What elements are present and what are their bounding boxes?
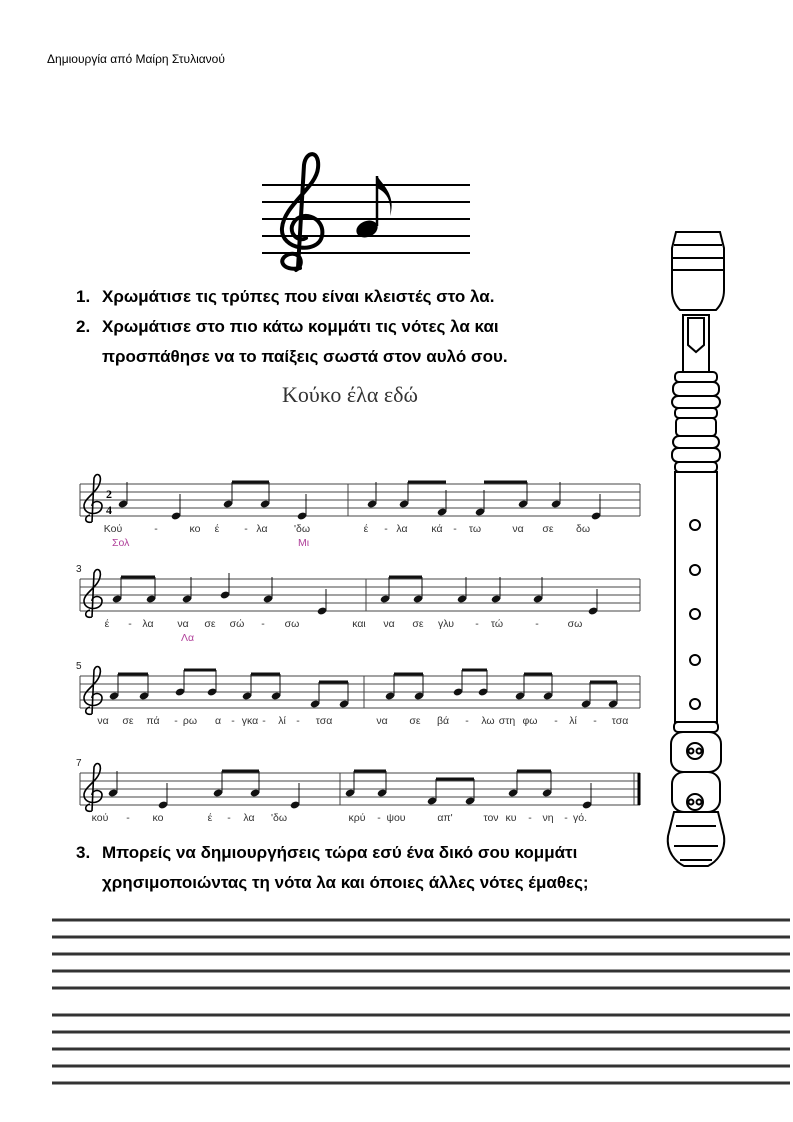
lyric-syllable: λα xyxy=(142,618,154,630)
lyric-syllable: απ' xyxy=(437,812,453,824)
lyric-syllable: - xyxy=(154,523,158,535)
lyric-syllable: Κού xyxy=(103,523,123,535)
lyric-syllable: - xyxy=(262,715,266,727)
lyric-syllable: πά xyxy=(146,715,160,727)
solfege-label: Μι xyxy=(298,537,310,549)
lyric-syllable: κυ xyxy=(505,812,517,824)
instruction-text: Μπορείς να δημιουργήσεις τώρα εσύ ένα δικό σου κομμάτι xyxy=(102,843,578,862)
instruction-text: προσπάθησε να το παίξεις σωστά στον αυλό σου. xyxy=(102,347,508,366)
lyric-syllable: γλυ xyxy=(438,618,454,630)
lyric-syllable: - xyxy=(244,523,248,535)
instruction-text: Χρωμάτισε στο πιο κάτω κομμάτι τις νότες λα και xyxy=(102,317,499,336)
instruction-number: 2. xyxy=(76,317,91,336)
lyric-syllable: να xyxy=(97,715,109,727)
lyric-syllable: τσα xyxy=(315,715,333,727)
lyric-syllable: - xyxy=(475,618,479,630)
lyric-syllable: ψου xyxy=(386,812,406,824)
solfege-label: Σολ xyxy=(112,537,130,549)
song-title: Κούκο έλα εδώ xyxy=(282,382,418,407)
lyric-syllable: έ xyxy=(207,812,213,824)
lyric-syllable: γό. xyxy=(572,812,588,824)
lyric-syllable: δω xyxy=(575,523,591,535)
lyric-syllable: - xyxy=(528,812,532,824)
lyric-syllable: τώ xyxy=(490,618,504,630)
lyric-syllable: - xyxy=(261,618,265,630)
lyric-syllable: - xyxy=(128,618,132,630)
lyric-syllable: - xyxy=(231,715,235,727)
lyric-syllable: να xyxy=(376,715,388,727)
lyric-syllable: τσα xyxy=(611,715,629,727)
lyric-syllable: α xyxy=(214,715,222,727)
lyric-syllable: 'δω xyxy=(293,523,311,535)
lyric-syllable: - xyxy=(535,618,539,630)
lyric-syllable: λα xyxy=(243,812,255,824)
lyric-syllable: σω xyxy=(284,618,300,630)
lyric-syllable: σω xyxy=(567,618,583,630)
lyric-syllable: λί xyxy=(569,715,577,727)
lyric-syllable: βά xyxy=(436,715,450,727)
lyric-syllable: κρύ xyxy=(348,812,366,824)
lyric-syllable: νη xyxy=(542,812,554,824)
lyric-syllable: στη xyxy=(498,715,516,727)
lyric-syllable: - xyxy=(174,715,178,727)
lyric-syllable: - xyxy=(453,523,457,535)
lyric-syllable: - xyxy=(384,523,388,535)
lyric-syllable: σε xyxy=(409,715,421,727)
lyric-syllable: 'δω xyxy=(270,812,288,824)
lyric-syllable: - xyxy=(554,715,558,727)
lyric-syllable: να xyxy=(383,618,395,630)
time-signature-bottom: 4 xyxy=(106,503,112,517)
measure-number: 3 xyxy=(76,564,82,575)
time-signature-top: 2 xyxy=(106,487,112,501)
author-credit: Δημιουργία από Μαίρη Στυλιανού xyxy=(47,52,225,66)
lyric-syllable: τον xyxy=(483,812,499,824)
lyric-syllable: - xyxy=(465,715,469,727)
lyric-syllable: σε xyxy=(204,618,216,630)
lyric-syllable: σε xyxy=(412,618,424,630)
lyric-syllable: λα xyxy=(256,523,268,535)
lyric-syllable: λί xyxy=(278,715,286,727)
lyric-syllable: κο xyxy=(152,812,164,824)
solfege-label: Λα xyxy=(181,632,195,644)
lyric-syllable: να xyxy=(512,523,524,535)
instruction-text: χρησιμοποιώντας τη νότα λα και όποιες άλλες νότες έμαθες; xyxy=(102,873,589,892)
measure-number: 7 xyxy=(76,758,82,769)
instruction-number: 3. xyxy=(76,843,91,862)
lyric-syllable: λα xyxy=(396,523,408,535)
lyric-syllable: σε xyxy=(542,523,554,535)
lyric-syllable: - xyxy=(126,812,130,824)
lyric-syllable: φω xyxy=(522,715,538,727)
instruction-text: Χρωμάτισε τις τρύπες που είναι κλειστές στο λα. xyxy=(102,287,495,306)
lyric-syllable: - xyxy=(296,715,300,727)
lyric-syllable: κού xyxy=(91,812,109,824)
lyric-syllable: κά xyxy=(431,523,443,535)
lyric-syllable: έ xyxy=(104,618,110,630)
lyric-syllable: σώ xyxy=(229,618,245,630)
lyric-syllable: έ xyxy=(214,523,220,535)
lyric-syllable: να xyxy=(177,618,189,630)
measure-number: 5 xyxy=(76,661,82,672)
lyric-syllable: - xyxy=(564,812,568,824)
blank-staff[interactable] xyxy=(52,920,790,988)
lyric-syllable: τω xyxy=(468,523,482,535)
lyric-syllable: κο xyxy=(189,523,201,535)
lyric-syllable: σε xyxy=(122,715,134,727)
lyric-syllable: λω xyxy=(481,715,495,727)
lyric-syllable: - xyxy=(593,715,597,727)
blank-staff[interactable] xyxy=(52,1015,790,1083)
lyric-syllable: έ xyxy=(363,523,369,535)
lyric-syllable: - xyxy=(227,812,231,824)
lyric-syllable: γκα xyxy=(241,715,259,727)
lyric-syllable: - xyxy=(377,812,381,824)
instruction-number: 1. xyxy=(76,287,91,306)
lyric-syllable: και xyxy=(352,618,366,630)
lyric-syllable: ρω xyxy=(182,715,198,727)
